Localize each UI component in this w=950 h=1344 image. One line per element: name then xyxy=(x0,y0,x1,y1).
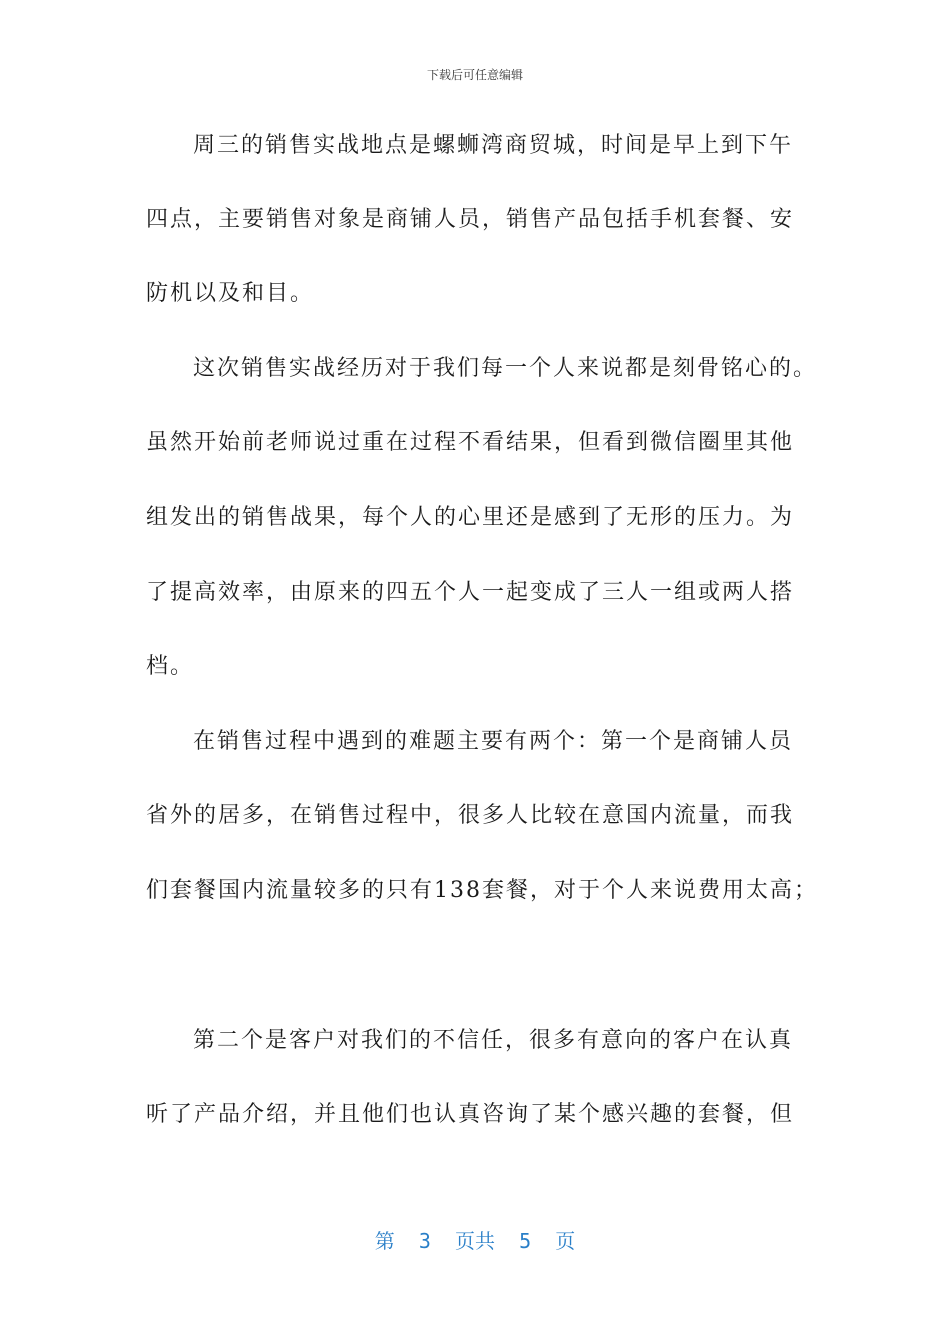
paragraph-2-line-1: 这次销售实战经历对于我们每一个人来说都是刻骨铭心的。 xyxy=(193,356,818,381)
paragraph-2-line-4: 了提高效率，由原来的四五个人一起变成了三人一组或两人搭 xyxy=(146,580,795,605)
paragraph-1-line-1: 周三的销售实战地点是螺蛳湾商贸城，时间是早上到下午 xyxy=(193,133,794,158)
paragraph-4-line-1: 第二个是客户对我们的不信任，很多有意向的客户在认真 xyxy=(193,1028,794,1053)
paragraph-3-line-3: 们套餐国内流量较多的只有138套餐，对于个人来说费用太高； xyxy=(146,878,818,903)
page-footer-page-number: 第 3 页共 5 页 xyxy=(374,1229,576,1253)
paragraph-2-line-2: 虽然开始前老师说过重在过程不看结果，但看到微信圈里其他 xyxy=(146,430,795,455)
paragraph-2-line-3: 组发出的销售战果，每个人的心里还是感到了无形的压力。为 xyxy=(146,505,795,530)
paragraph-1-line-3: 防机以及和目。 xyxy=(146,281,315,306)
paragraph-1-line-2: 四点，主要销售对象是商铺人员，销售产品包括手机套餐、安 xyxy=(146,207,795,232)
paragraph-2-line-5: 档。 xyxy=(146,654,195,679)
paragraph-3-line-2: 省外的居多，在销售过程中，很多人比较在意国内流量，而我 xyxy=(146,803,795,828)
paragraph-4-line-2: 听了产品介绍，并且他们也认真咨询了某个感兴趣的套餐，但 xyxy=(146,1102,795,1127)
paragraph-3-line-1: 在销售过程中遇到的难题主要有两个：第一个是商铺人员 xyxy=(193,729,794,754)
page-header: 下载后可任意编辑 xyxy=(426,68,523,82)
